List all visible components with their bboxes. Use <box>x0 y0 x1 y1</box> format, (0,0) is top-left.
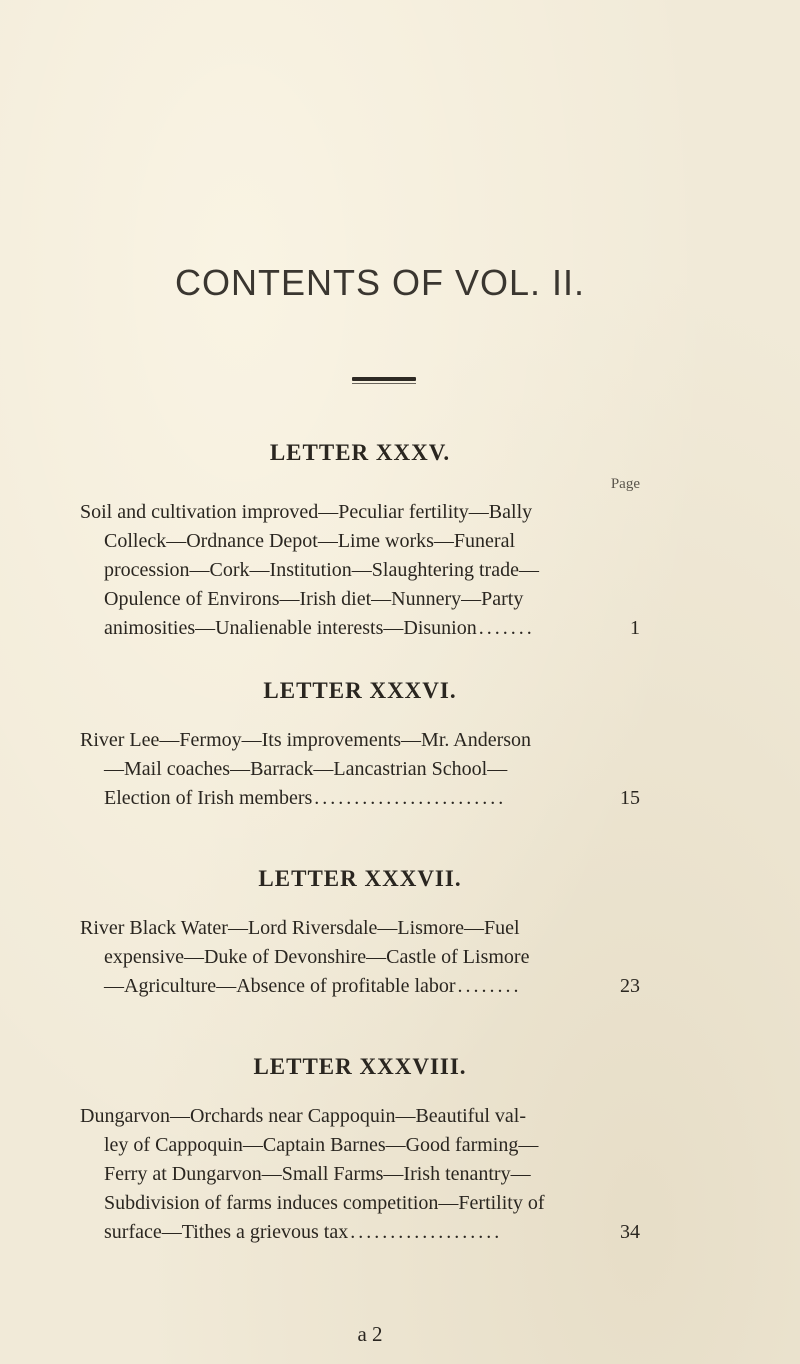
leader-dots: ........................ <box>314 787 507 809</box>
summary-line: Election of Irish members <box>104 787 313 809</box>
summary-line: River Lee—Fermoy—Its improvements—Mr. Anderson <box>80 729 532 751</box>
page-number: 15 <box>620 787 640 809</box>
leader-dots: ....... <box>478 617 535 639</box>
letter-section <box>80 866 640 1001</box>
summary-last-line <box>80 614 640 643</box>
summary-line: Colleck—Ordnance Depot—Lime works—Funeral <box>104 530 516 552</box>
summary-last-line <box>80 784 640 813</box>
letter-heading: LETTER XXXVIII. <box>253 1054 467 1079</box>
page-number: 23 <box>620 975 640 997</box>
summary-line: Ferry at Dungarvon—Small Farms—Irish tenantry— <box>104 1163 531 1185</box>
leader-dots: ................... <box>350 1221 503 1243</box>
summary-line: River Black Water—Lord Riversdale—Lismore—Fuel <box>80 917 520 939</box>
page-number: 34 <box>620 1221 640 1243</box>
summary-line: —Mail coaches—Barrack—Lancastrian School— <box>104 758 508 780</box>
signature-mark: a 2 <box>357 1322 383 1346</box>
letter-section <box>80 440 640 643</box>
letter-section <box>80 1054 640 1247</box>
summary-line: Dungarvon—Orchards near Cappoquin—Beautiful val- <box>80 1105 526 1127</box>
summary-line: animosities—Unalienable interests—Disunion <box>104 617 477 639</box>
summary-line: Soil and cultivation improved—Peculiar fertility—Bally <box>80 501 533 523</box>
summary-line: Opulence of Environs—Irish diet—Nunnery—Party <box>104 588 524 610</box>
summary-line: surface—Tithes a grievous tax <box>104 1221 349 1243</box>
summary-last-line <box>80 972 640 1001</box>
page-title: CONTENTS OF VOL. II. <box>174 262 586 303</box>
summary-line: procession—Cork—Institution—Slaughtering trade— <box>104 559 539 581</box>
summary-line: ley of Cappoquin—Captain Barnes—Good farming— <box>104 1134 539 1156</box>
page-column-label: Page <box>610 476 640 492</box>
summary-last-line <box>80 1218 640 1247</box>
letter-heading: LETTER XXXV. <box>269 440 451 465</box>
title-rule <box>352 377 416 381</box>
letter-summary <box>80 498 640 643</box>
letter-heading: LETTER XXXVII. <box>258 866 462 891</box>
summary-line: Subdivision of farms induces competition—Fertility of <box>104 1192 545 1214</box>
letter-summary <box>80 914 640 1001</box>
leader-dots: ........ <box>457 975 522 997</box>
summary-line: expensive—Duke of Devonshire—Castle of Lismore <box>104 946 530 968</box>
letter-summary <box>80 726 640 813</box>
letter-section <box>80 678 640 813</box>
title-rule-thin <box>352 383 416 384</box>
summary-line: —Agriculture—Absence of profitable labor <box>104 975 456 997</box>
letter-summary <box>80 1102 640 1247</box>
page-number: 1 <box>630 617 640 639</box>
letter-heading: LETTER XXXVI. <box>263 678 457 703</box>
